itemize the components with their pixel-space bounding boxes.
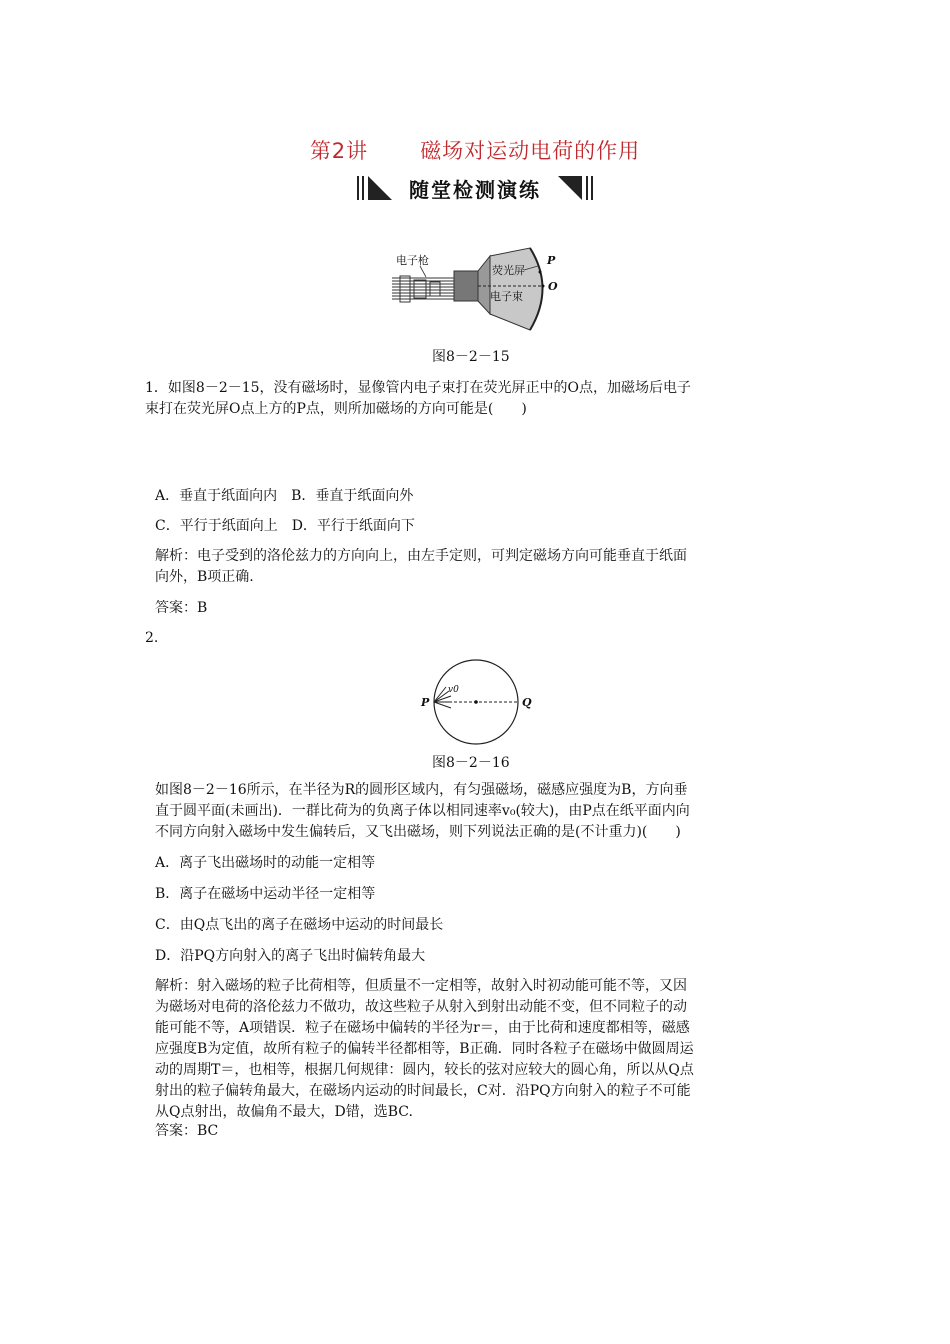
q2-stem-line2: 直于圆平面(未画出)．一群比荷为的负离子体以相同速率v₀(较大)，由P点在纸平面内向 [155,803,690,819]
q2-analysis-line5: 动的周期T＝，也相等，根据几何规律：圆内，较长的弦对应较大的圆心角，所以从Q点 [155,1062,694,1078]
figure1-caption: 图8－2－15 [432,349,510,365]
q2-stem [155,780,820,843]
q2-analysis-line6: 射出的粒子偏转角最大，在磁场内运动的时间最长，C对．沿PQ方向射入的粒子不可能 [155,1083,691,1099]
lesson-number: 第2讲 [309,139,369,163]
label-point-q: Q [522,696,532,709]
q2-stem-line3: 不同方向射入磁场中发生偏转后，又飞出磁场，则下列说法正确的是(不计重力)( ) [155,824,681,840]
figure-crt-tube [390,244,570,338]
q2-analysis-line4: 应强度B为定值，故所有粒子的偏转半径都相等，B正确．同时各粒子在磁场中做圆周运 [155,1041,694,1057]
label-beam: 电子束 [490,290,523,303]
q2-answer: 答案：BC [155,1123,219,1139]
q2-analysis [155,976,820,1123]
q2-option-b: B．离子在磁场中运动半径一定相等 [155,886,376,902]
q1-stem-line2: 束打在荧光屏O点上方的P点，则所加磁场的方向可能是( ) [145,401,527,417]
q1-stem-line1: 1．如图8－2－15，没有磁场时，显像管内电子束打在荧光屏正中的O点，加磁场后电子 [145,380,692,396]
q2-analysis-line1: 解析：射入磁场的粒子比荷相等，但质量不一定相等，故射入时初动能可能不等，又因 [155,978,687,994]
q2-analysis-line2: 为磁场对电荷的洛伦兹力不做功，故这些粒子从射入到射出动能不变，但不同粒子的动 [155,999,687,1015]
q1-analysis-line2: 向外，B项正确. [155,569,254,585]
q2-analysis-line7: 从Q点射出，故偏角不最大，D错，选BC. [155,1104,413,1120]
section-banner-text: 随堂检测演练 [409,178,541,202]
q1-options-row1: A．垂直于纸面向内 B．垂直于纸面向外 [155,488,414,504]
figure-circular-field [418,656,532,748]
q1-analysis-line1: 解析：电子受到的洛伦兹力的方向向上，由左手定则，可判定磁场方向可能垂直于纸面 [155,548,687,564]
q1-analysis [155,546,820,588]
q2-number: 2. [145,630,159,646]
label-electron-gun: 电子枪 [396,254,429,267]
lesson-title: 磁场对运动电荷的作用 [420,139,641,163]
q2-option-c: C．由Q点飞出的离子在磁场中运动的时间最长 [155,917,444,933]
figure2-caption: 图8－2－16 [432,755,510,771]
label-screen: 荧光屏 [492,264,525,277]
label-point-p2: P [421,696,430,709]
q2-stem-line1: 如图8－2－16所示，在半径为R的圆形区域内，有匀强磁场，磁感应强度为B，方向垂 [155,782,688,798]
label-point-p: P [547,254,556,267]
q1-stem [145,378,810,420]
q1-options-row2: C．平行于纸面向上 D．平行于纸面向下 [155,518,415,534]
label-point-o: O [548,280,558,293]
label-v0: v0 [448,685,459,695]
q2-analysis-line3: 能可能不等，A项错误．粒子在磁场中偏转的半径为r＝，由于比荷和速度都相等，磁感 [155,1020,690,1036]
q1-answer: 答案：B [155,600,208,616]
page-title [0,135,950,165]
q2-option-a: A．离子飞出磁场时的动能一定相等 [155,855,376,871]
q2-option-d: D．沿PQ方向射入的离子飞出时偏转角最大 [155,948,426,964]
